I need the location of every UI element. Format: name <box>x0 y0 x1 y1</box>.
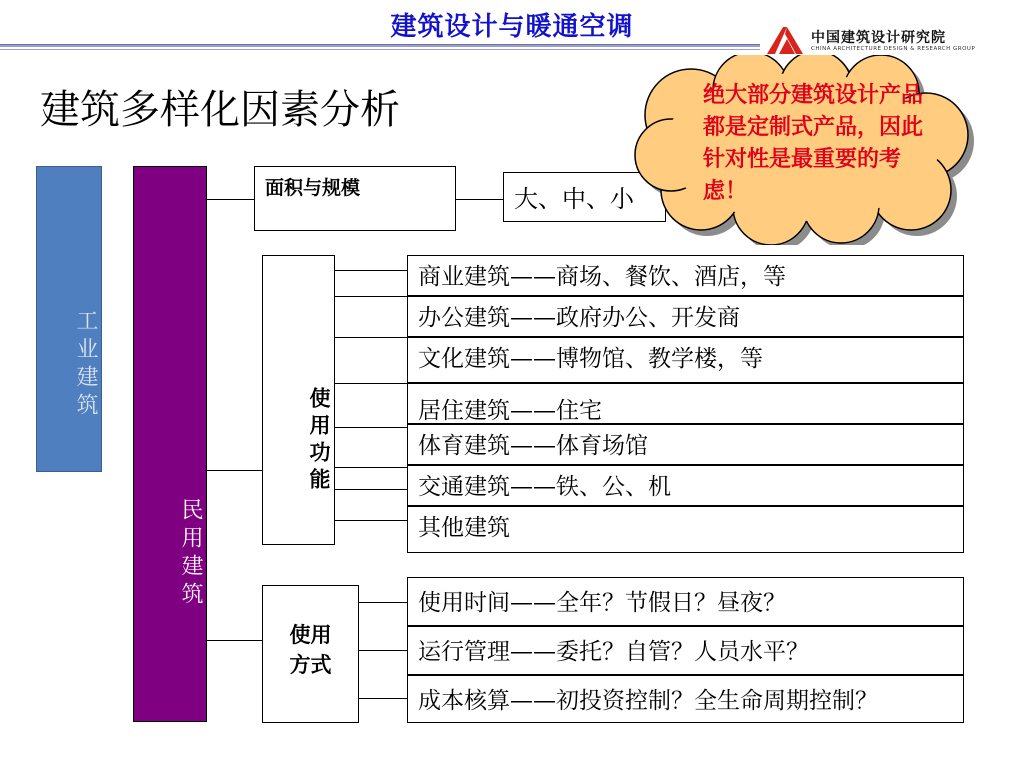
header-rule <box>0 44 760 47</box>
header-title: 建筑设计与暖通空调 <box>390 12 634 42</box>
size-values-box: 大、中、小 <box>503 172 666 222</box>
logo-text-cn: 中国建筑设计研究院 <box>811 30 946 46</box>
mode-item-cost: 成本核算——初投资控制？全生命周期控制？ <box>407 675 964 723</box>
civil-building-bar: 民用建筑 <box>133 166 207 722</box>
function-item-commercial: 商业建筑——商场、餐饮、酒店，等 <box>407 255 964 296</box>
function-item-office: 办公建筑——政府办公、开发商 <box>407 296 964 337</box>
header-rule-thin <box>0 49 760 50</box>
callout-text: 绝大部分建筑设计产品都是定制式产品，因此针对性是最重要的考虑！ <box>703 83 924 204</box>
usage-mode-box <box>262 585 359 723</box>
function-item-other: 其他建筑 <box>407 506 964 553</box>
logo-mark-icon <box>765 25 805 55</box>
function-item-sports: 体育建筑——体育场馆 <box>407 424 964 465</box>
function-item-residential: 居住建筑——住宅 <box>407 383 964 424</box>
institute-logo <box>765 25 1020 57</box>
function-box: 使用功能 <box>262 255 335 545</box>
mode-item-management: 运行管理——委托？自管？人员水平？ <box>407 626 964 675</box>
logo-text-en: CHINA ARCHITECTURE DESIGN & RESEARCH GROUP <box>811 46 976 52</box>
function-item-culture: 文化建筑——博物馆、教学楼，等 <box>407 337 964 383</box>
usage-mode-label-2: 方式 <box>289 653 332 677</box>
function-item-transport: 交通建筑——铁、公、机 <box>407 465 964 506</box>
area-scale-box: 面积与规模 <box>254 166 456 231</box>
mode-item-time: 使用时间——全年？节假日？昼夜？ <box>407 577 964 626</box>
industrial-building-bar: 工业建筑 <box>36 166 102 472</box>
page-title: 建筑多样化因素分析 <box>40 87 400 133</box>
usage-mode-label-1: 使用 <box>289 623 332 647</box>
